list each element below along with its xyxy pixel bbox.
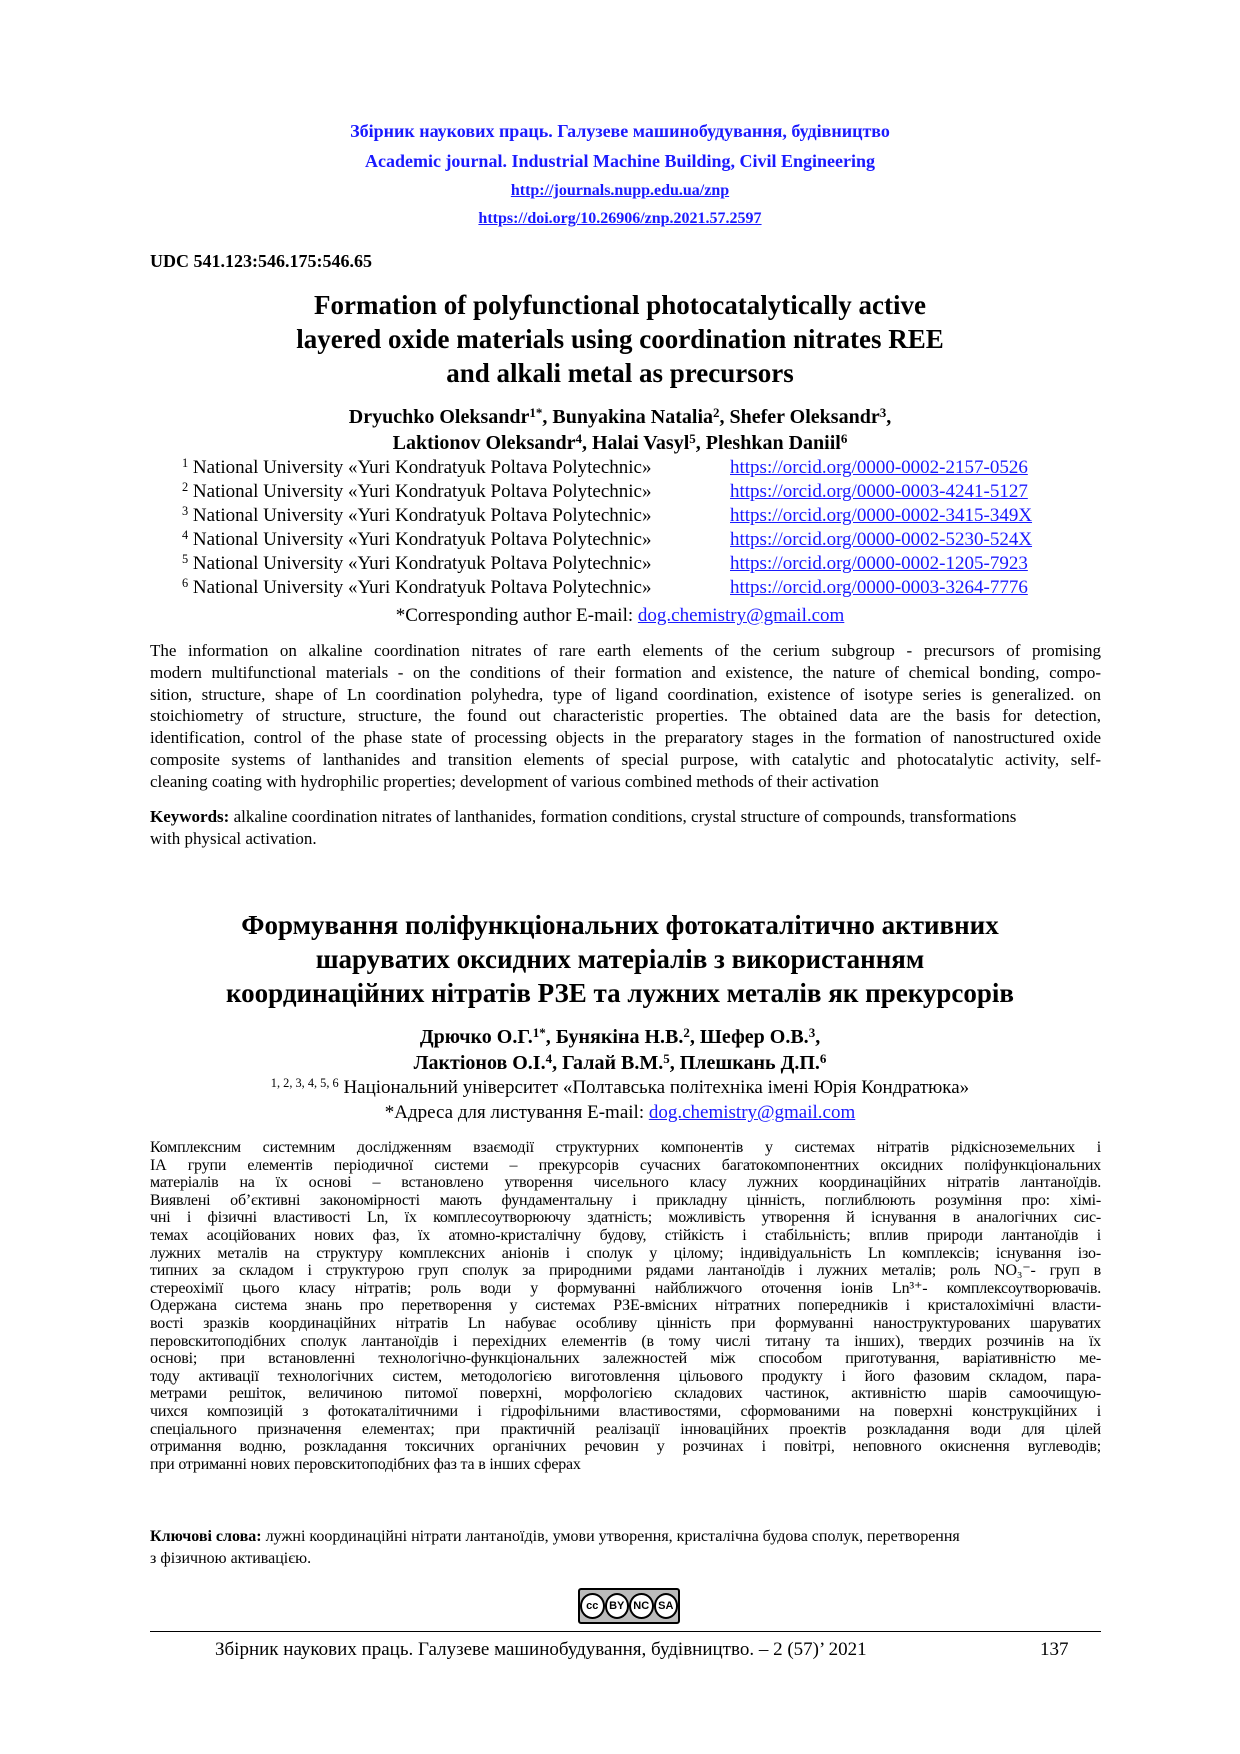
abstract-line: Одержана система знань про перетворення у системах РЗЕ-вмісних нітратних попередників і кристалохімічні власти- [150, 1297, 1101, 1315]
abstract-line: вості зразків координаційних нітратів Ln набуває особливу цінність при формуванні наноструктурованих шаруватих [150, 1315, 1101, 1332]
keywords-text: з фізичною активацією. [150, 1550, 312, 1567]
author-name: , Бунякіна Н.В. [545, 1026, 684, 1048]
ua-title [0, 908, 1240, 1010]
abstract-line: composite systems of lanthanides and transition elements of special purpose, with catalytic and photocatalytic activity, self- [150, 750, 1101, 769]
affiliation-org [182, 480, 730, 504]
author-name: , Pleshkan Daniil [695, 432, 841, 454]
affiliation-name: National University «Yuri Kondratyuk Poltava Polytechnic» [192, 577, 652, 598]
abstract-line: cleaning coating with hydrophilic properties; development of various combined methods of their activation [150, 771, 879, 791]
footer-journal: Збірник наукових праць. Галузеве машинобудування, будівництво. – 2 (57)’ 2021 [215, 1639, 867, 1660]
affiliation-org [182, 576, 730, 600]
author-name: , Halai Vasyl [582, 432, 690, 454]
abstract-line: Комплексним системним дослідженням взаємодії структурних компонентів у системах нітратів рідкісноземельних і [150, 1139, 1101, 1156]
page-number: 137 [1040, 1639, 1069, 1660]
author-affiliation-mark: 3 [879, 404, 887, 420]
author-name: Дрючко О.Г. [419, 1026, 533, 1048]
author-affiliation-mark: 1* [529, 404, 543, 420]
journal-title-ua: Збірник наукових праць. Галузеве машинобудування, будівництво [350, 121, 890, 141]
author-name: Лактіонов О.І. [413, 1052, 546, 1074]
affiliation-row [182, 480, 1032, 504]
abstract-line: матеріалів на їх основі – встановлено утворення чисельного класу лужних координаційних нітратів лантаноїдів. [150, 1174, 1101, 1192]
title-line: Formation of polyfunctional photocatalytically active [314, 290, 926, 320]
abstract-line: стереохімії цього класу нітратів; роль води у формуванні найближчого оточення іонів Ln³⁺- комплексоутворювачів. [150, 1279, 1101, 1297]
en-title [0, 288, 1240, 390]
author-name: , Плешкань Д.П. [669, 1052, 820, 1074]
affiliation-name: National University «Yuri Kondratyuk Poltava Polytechnic» [192, 529, 652, 550]
author-affiliation-mark: 1* [532, 1024, 546, 1040]
abstract-line: отримання водню, розкладання токсичних органічних речовин у розчинах і повітрі, неповного окиснення вуглеводів; [150, 1438, 1101, 1456]
ua-corresponding [0, 1102, 1240, 1124]
keywords-text: alkaline coordination nitrates of lanthanides, formation conditions, crystal structure of compounds, transformations [229, 807, 1017, 826]
corresponding-label: *Corresponding author E-mail: [395, 605, 638, 626]
orcid-link[interactable]: https://orcid.org/0000-0002-5230-524X [730, 529, 1033, 550]
author-name: , [815, 1026, 821, 1048]
author-affiliation-mark: 5 [689, 430, 696, 446]
abstract-line: основі; при встановленні технологічно-функціональних залежностей між способом приготування, варіативністю ме- [150, 1350, 1101, 1368]
orcid-link[interactable]: https://orcid.org/0000-0003-3264-7776 [730, 577, 1028, 598]
abstract-line: чихся композицій з фотокаталітичними і гідрофільними властивостями, сформованими на поверхні конструкційних і [150, 1403, 1101, 1420]
abstract-line: при отриманні нових перовскитоподібних фаз та в інших сферах [150, 1455, 581, 1473]
affiliation-number: 5 [182, 551, 189, 566]
en-affiliations [182, 456, 1032, 600]
en-corresponding [0, 605, 1240, 627]
author-affiliation-mark: 5 [663, 1050, 670, 1066]
footer-divider [150, 1631, 1101, 1632]
abstract-line: sition, structure, shape of Ln coordination polyhedra, type of ligand coordination, existence of isotype series is generalized. on [150, 684, 1101, 704]
title-line: координаційних нітратів РЗЕ та лужних металів як прекурсорів [225, 978, 1014, 1008]
affiliation-number: 1 [182, 455, 189, 470]
journal-url-link[interactable]: http://journals.nupp.edu.ua/znp [510, 182, 730, 199]
author-affiliation-mark: 2 [683, 1024, 690, 1040]
en-keywords [150, 806, 1101, 850]
affiliation-number: 3 [182, 503, 189, 518]
author-name: , Галай В.М. [552, 1052, 664, 1074]
author-name: Dryuchko Oleksandr [348, 406, 530, 428]
abstract-line: тоду активації технологічних систем, методологією виготовлення цільового продукту і його фазовим складом, пара- [150, 1367, 1101, 1385]
affiliation-row [182, 576, 1032, 600]
abstract-line: перовскитоподібних сполук лантаноїдів і перехідних елементів (в тому числі титану та інших), твердих розчинів на їх [150, 1332, 1101, 1350]
title-line: Формування поліфункціональних фотокаталітично активних [241, 910, 999, 940]
ua-keywords [150, 1526, 1101, 1570]
affiliation-name: National University «Yuri Kondratyuk Poltava Polytechnic» [192, 553, 652, 574]
affiliation-name: National University «Yuri Kondratyuk Poltava Polytechnic» [192, 457, 652, 478]
affiliation-org [182, 456, 730, 480]
affiliation-row [182, 504, 1032, 528]
affiliation-row [182, 552, 1032, 576]
author-line [0, 1024, 1240, 1050]
author-affiliation-mark: 6 [819, 1050, 827, 1066]
orcid-link[interactable]: https://orcid.org/0000-0002-3415-349X [730, 505, 1033, 526]
affiliation-org [182, 528, 730, 552]
corresponding-label: *Адреса для листування E-mail: [384, 1102, 649, 1123]
affiliation-org [182, 552, 730, 576]
journal-title-en: Academic journal. Industrial Machine Building, Civil Engineering [364, 151, 876, 171]
abstract-line: Виявлені об’єктивні закономірності мають фундаментальну і прикладну цінність, поглиблюють розуміння про: хімі- [150, 1191, 1101, 1209]
abstract-line: stoichiometry of structure, structure, the found out characteristic properties. The obtained data are the basis for detection, [150, 706, 1101, 726]
ua-authors [0, 1024, 1240, 1076]
affiliation-name: National University «Yuri Kondratyuk Poltava Polytechnic» [192, 505, 652, 526]
author-affiliation-mark: 3 [808, 1024, 816, 1040]
email-link[interactable]: dog.chemistry@gmail.com [648, 1102, 856, 1123]
abstract-line: чні і фізичні властивості Ln, їх комплесоутворюючу здатність; можливість утворення й існування в аналогічних сис- [150, 1209, 1101, 1227]
cc-license-badge[interactable] [578, 1588, 680, 1624]
abstract-line: темах асоційованих нових фаз, їх атомно-кристалічну будову, стійкість і стабільність; вплив природи лантаноїдів і [150, 1227, 1101, 1244]
affiliation-number: 6 [182, 575, 189, 590]
affiliation-text: Національний університет «Полтавська політехніка імені Юрія Кондратюка» [338, 1077, 970, 1098]
abstract-line: The information on alkaline coordination nitrates of rare earth elements of the cerium subgroup - precursors of promising [150, 641, 1101, 660]
by-icon: BY [605, 1593, 630, 1619]
affiliation-numbers: 1, 2, 3, 4, 5, 6 [270, 1075, 339, 1090]
affiliation-row [182, 456, 1032, 480]
author-affiliation-mark: 6 [840, 430, 848, 446]
keywords-text: лужні координаційні нітрати лантаноїдів, умови утворення, кристалічна будова сполук, перетворення [261, 1528, 960, 1545]
abstract-line: modern multifunctional materials - on the conditions of their formation and existence, the nature of chemical bonding, compo- [150, 662, 1101, 682]
abstract-line: спеціального призначення елементах; при практичній реалізації інноваційних проектів розкладання води для цілей [150, 1420, 1101, 1438]
author-name: , Bunyakina Natalia [542, 406, 713, 428]
affiliation-name: National University «Yuri Kondratyuk Poltava Polytechnic» [192, 481, 652, 502]
author-name: , Shefer Oleksandr [719, 406, 880, 428]
email-link[interactable]: dog.chemistry@gmail.com [637, 605, 845, 626]
orcid-link[interactable]: https://orcid.org/0000-0002-2157-0526 [730, 457, 1028, 478]
ua-affiliation [0, 1077, 1240, 1099]
author-line [0, 404, 1240, 430]
author-affiliation-mark: 4 [575, 430, 582, 446]
title-line: шаруватих оксидних матеріалів з використанням [315, 944, 925, 974]
doi-link[interactable]: https://doi.org/10.26906/znp.2021.57.2597 [478, 210, 762, 227]
author-line [0, 1050, 1240, 1076]
cc-icon: cc [580, 1593, 605, 1619]
author-affiliation-mark: 2 [713, 404, 720, 420]
abstract-line: лужних металів на структуру комплексних аніонів і сполук у цілому; індивідуальність Ln комплексів; існування ізо- [150, 1244, 1101, 1262]
keywords-label: Keywords: [150, 807, 230, 826]
nc-icon: NC [629, 1593, 654, 1619]
author-name: , Шефер О.В. [689, 1026, 809, 1048]
author-affiliation-mark: 4 [545, 1050, 553, 1066]
keywords-label: Ключові слова: [150, 1528, 262, 1545]
author-name: Laktionov Oleksandr [392, 432, 576, 454]
affiliation-org [182, 504, 730, 528]
affiliation-row [182, 528, 1032, 552]
affiliation-number: 2 [182, 479, 189, 494]
orcid-link[interactable]: https://orcid.org/0000-0003-4241-5127 [730, 481, 1028, 502]
abstract-line: типних за складом і структурою груп сполук за природними рядами лантаноїдів і лужних металів; роль NO₃⁻- груп в [150, 1262, 1101, 1280]
keywords-text: with physical activation. [150, 829, 317, 848]
sa-icon: SA [654, 1593, 679, 1619]
author-name: , [886, 406, 892, 428]
title-line: and alkali metal as precursors [446, 358, 794, 388]
affiliation-number: 4 [182, 527, 189, 542]
abstract-line: ІА групи елементів періодичної системи – прекурсорів сучасних багатокомпонентних оксидних поліфункціональних [150, 1156, 1101, 1174]
abstract-line: identification, control of the phase state of processing objects in the preparatory stages in the formation of nanostructured oxide [150, 728, 1101, 748]
orcid-link[interactable]: https://orcid.org/0000-0002-1205-7923 [730, 553, 1028, 574]
en-authors [0, 404, 1240, 456]
abstract-line: метрами решіток, величиною питомої поверхні, морфологією складових частинок, активністю шарів самоочищую- [150, 1385, 1101, 1403]
title-line: layered oxide materials using coordination nitrates REE [296, 324, 944, 354]
author-line [0, 430, 1240, 456]
udc: UDC 541.123:546.175:546.65 [150, 251, 372, 271]
